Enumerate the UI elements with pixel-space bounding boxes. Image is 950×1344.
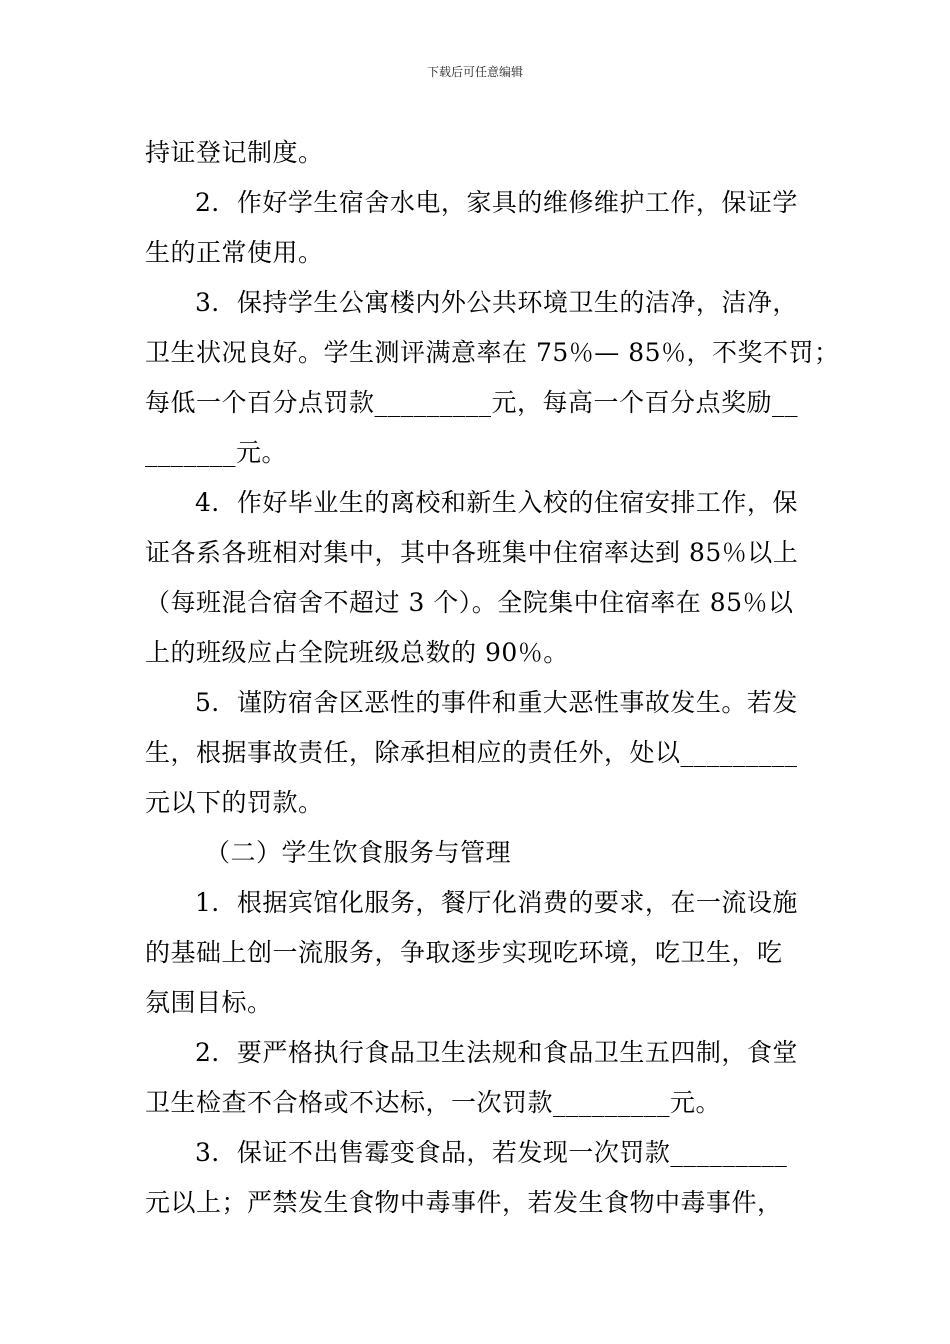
text-line: 生的正常使用。	[145, 238, 324, 267]
text-line: 元以下的罚款。	[145, 788, 324, 817]
text-line: 5．谨防宿舍区恶性的事件和重大恶性事故发生。若发	[195, 688, 798, 717]
text-line: （每班混合宿舍不超过 3 个）。全院集中住宿率在 85％以	[145, 588, 794, 617]
text-line: 卫生检查不合格或不达标，一次罚款_________元。	[145, 1088, 722, 1117]
text-line: 的基础上创一流服务，争取逐步实现吃环境，吃卫生，吃	[145, 938, 783, 967]
text-line: 2．要严格执行食品卫生法规和食品卫生五四制，食堂	[195, 1038, 798, 1067]
text-line: 每低一个百分点罚款_________元，每高一个百分点奖励__	[145, 388, 799, 417]
document-body	[145, 128, 840, 1228]
text-line: 上的班级应占全院班级总数的 90％。	[145, 638, 569, 667]
text-line: _______元。	[145, 438, 288, 467]
text-line: 4．作好毕业生的离校和新生入校的住宿安排工作，保	[195, 488, 798, 517]
text-line: 证各系各班相对集中，其中各班集中住宿率达到 85％以上	[145, 538, 799, 567]
text-line: 持证登记制度。	[145, 138, 324, 167]
text-line: 1．根据宾馆化服务，餐厅化消费的要求，在一流设施	[195, 888, 798, 917]
text-line: 元以上；严禁发生食物中毒事件，若发生食物中毒事件，	[145, 1188, 783, 1217]
page-header: 下载后可任意编辑	[426, 65, 523, 79]
section-heading: （二）学生饮食服务与管理	[205, 838, 512, 867]
text-line: 生，根据事故责任，除承担相应的责任外，处以_________	[145, 738, 798, 767]
text-line: 氛围目标。	[145, 988, 273, 1017]
text-line: 3．保持学生公寓楼内外公共环境卫生的洁净，洁净，	[195, 288, 798, 317]
text-line: 卫生状况良好。学生测评满意率在 75％— 85％，不奖不罚；	[145, 338, 840, 367]
text-line: 3．保证不出售霉变食品，若发现一次罚款_________	[195, 1138, 788, 1167]
text-line: 2．作好学生宿舍水电，家具的维修维护工作，保证学	[195, 188, 798, 217]
